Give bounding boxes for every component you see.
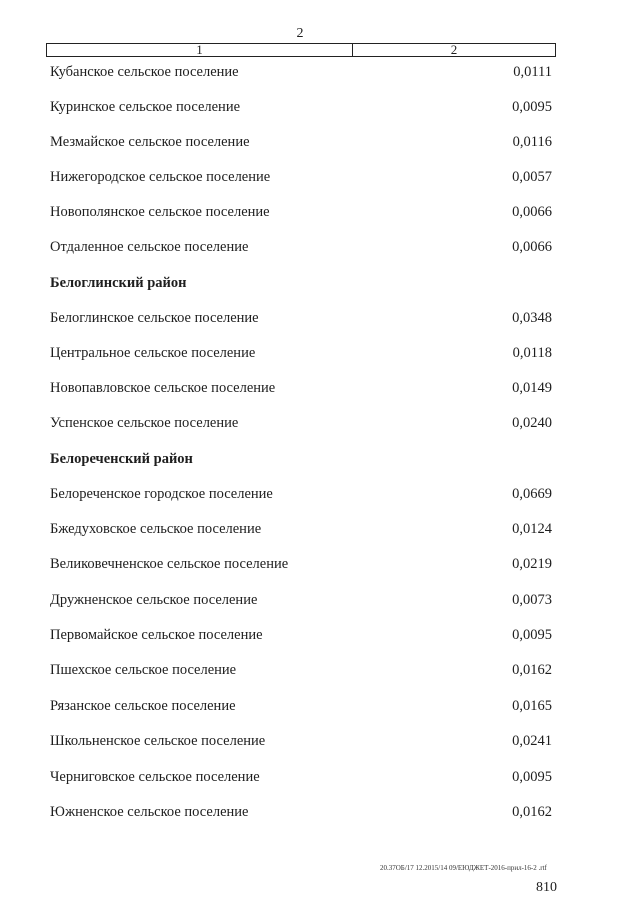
table-row	[50, 767, 552, 787]
settlement-value: 0,0057	[512, 169, 552, 185]
settlement-value: 0,0219	[512, 556, 552, 572]
sheet-number: 810	[536, 880, 557, 895]
settlement-name: Белоглинское сельское поселение	[50, 310, 259, 326]
table-row	[50, 484, 552, 504]
settlement-name: Успенское сельское поселение	[50, 415, 239, 431]
settlement-name: Центральное сельское поселение	[50, 345, 256, 361]
settlement-name: Бжедуховское сельское поселение	[50, 521, 262, 537]
settlement-name: Дружненское сельское поселение	[50, 592, 258, 608]
table-row	[50, 413, 552, 433]
settlement-name: Белореченское городское поселение	[50, 486, 273, 502]
settlement-name: Нижегородское сельское поселение	[50, 169, 271, 185]
page-number: 2	[296, 26, 304, 41]
settlement-value: 0,0066	[512, 204, 552, 220]
settlement-value: 0,0124	[512, 521, 552, 537]
table-row	[50, 731, 552, 751]
settlement-name: Новополянское сельское поселение	[50, 204, 270, 220]
settlement-value: 0,0240	[512, 415, 552, 431]
settlement-value: 0,0095	[512, 99, 552, 115]
settlement-name: Черниговское сельское поселение	[50, 769, 260, 785]
settlement-name: Новопавловское сельское поселение	[50, 380, 276, 396]
district-name: Белоглинский район	[50, 275, 187, 291]
table-row	[50, 554, 552, 574]
settlement-name: Рязанское сельское поселение	[50, 698, 236, 714]
table-row	[50, 660, 552, 680]
table-row	[50, 167, 552, 187]
table-row	[50, 378, 552, 398]
table-row	[50, 625, 552, 645]
settlement-name: Отдаленное сельское поселение	[50, 239, 249, 255]
settlement-value: 0,0118	[512, 345, 552, 361]
document-code: 20.37ОБ/17 12.2015/14 09/ЕЮДЖЕТ-2016-прил-16-2 .rtf	[380, 864, 547, 872]
settlement-name: Школьненское сельское поселение	[50, 733, 266, 749]
settlement-value: 0,0241	[512, 733, 552, 749]
table-row	[50, 237, 552, 257]
table-row	[50, 343, 552, 363]
settlement-name: Мезмайское сельское поселение	[50, 134, 250, 150]
settlement-value: 0,0162	[512, 662, 552, 678]
settlement-value: 0,0073	[512, 592, 552, 608]
settlement-name: Кубанское сельское поселение	[50, 64, 239, 80]
table-row	[50, 696, 552, 716]
settlement-name: Куринское сельское поселение	[50, 99, 241, 115]
settlement-value: 0,0149	[512, 380, 552, 396]
settlement-value: 0,0116	[512, 134, 552, 150]
table-row	[50, 62, 552, 82]
district-heading	[50, 449, 552, 469]
table-row	[50, 519, 552, 539]
settlement-value: 0,0348	[512, 310, 552, 326]
table-row	[50, 97, 552, 117]
table-row	[50, 132, 552, 152]
settlement-name: Великовечненское сельское поселение	[50, 556, 289, 572]
settlement-value: 0,0111	[513, 64, 552, 80]
district-heading	[50, 273, 552, 293]
table-row	[50, 308, 552, 328]
settlement-value: 0,0669	[512, 486, 552, 502]
table-row	[50, 202, 552, 222]
settlement-value: 0,0095	[512, 769, 552, 785]
settlement-value: 0,0165	[512, 698, 552, 714]
table-row	[50, 590, 552, 610]
settlement-name: Пшехское сельское поселение	[50, 662, 237, 678]
district-name: Белореченский район	[50, 451, 193, 467]
settlement-value: 0,0066	[512, 239, 552, 255]
table-header-col-2: 2	[450, 42, 458, 57]
settlement-value: 0,0162	[512, 804, 552, 820]
settlement-value: 0,0095	[512, 627, 552, 643]
table-row	[50, 802, 552, 822]
table-header	[46, 43, 556, 57]
settlement-name: Первомайское сельское поселение	[50, 627, 263, 643]
table-header-col-1: 1	[47, 44, 353, 56]
settlement-name: Южненское сельское поселение	[50, 804, 249, 820]
